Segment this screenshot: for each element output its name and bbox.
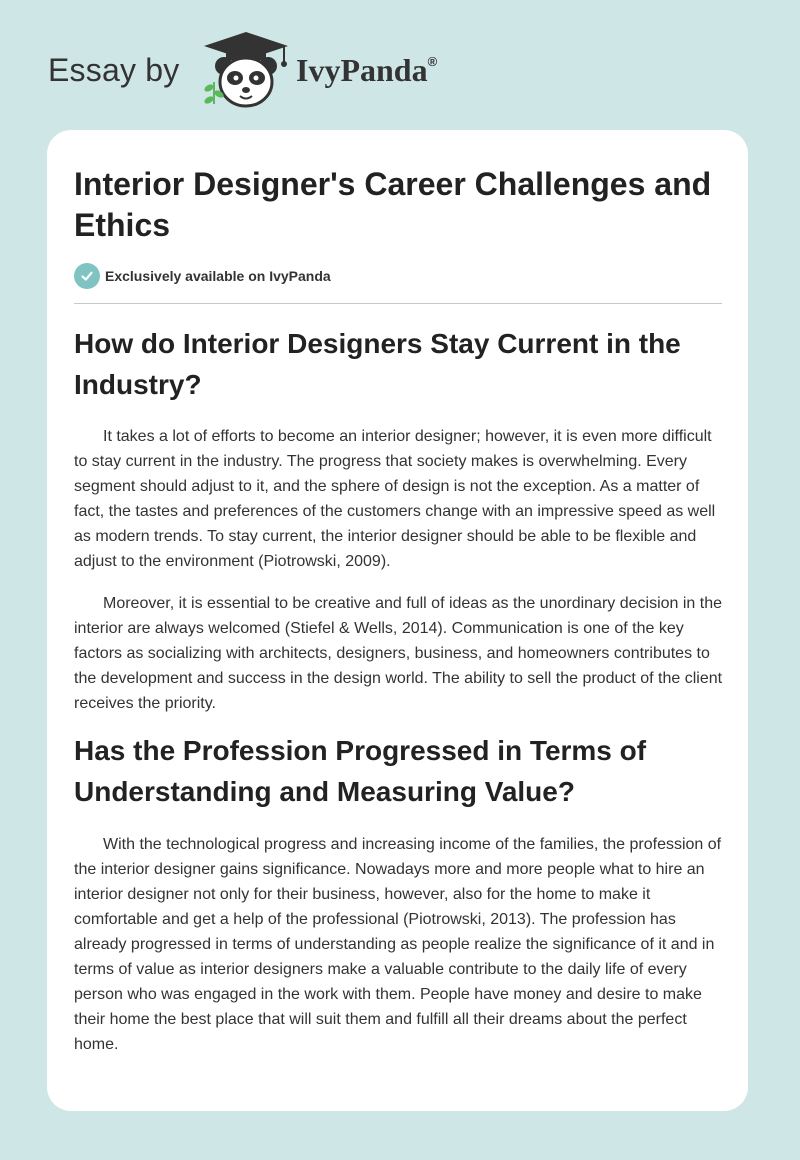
site-header	[48, 30, 468, 110]
divider	[74, 303, 722, 304]
badge-label: Exclusively available on IvyPanda	[105, 268, 331, 284]
panda-graduate-logo-icon	[200, 30, 292, 110]
section-heading: How do Interior Designers Stay Current in the Industry?	[74, 328, 681, 400]
exclusive-badge	[74, 263, 331, 289]
paragraph: With the technological progress and increasing income of the families, the profession of the interior designer gains significance. Nowadays more and more people what to hire an interior designer not only for their business, however, also for the home to make it comfortable and get a help of the professional (Piotrowski, 2013). The profession has already progressed in terms of understanding as people realize the significance of it and in terms of value as interior designers make a valuable contribute to the daily life of every person who was engaged in the work with them. People have money and desire to make their home the best place that will suit them and fulfill all their dreams about the perfect home.	[74, 836, 722, 1053]
checkmark-icon	[74, 263, 100, 289]
paragraph: Moreover, it is essential to be creative and full of ideas as the unordinary decision in the interior are always welcomed (Stiefel & Wells, 2014). Communication is one of the key factors as socializing with architects, designers, business, and homeowners contributes to the development and success in the design world. The ability to sell the product of the client receives the priority.	[74, 595, 723, 712]
section-heading: Has the Profession Progressed in Terms of Understanding and Measuring Value?	[74, 735, 647, 807]
essay-card	[47, 130, 748, 1111]
brand-name: IvyPanda®	[296, 52, 438, 88]
essay-by-label: Essay by	[48, 52, 180, 88]
paragraph: It takes a lot of efforts to become an interior designer; however, it is even more difficult to stay current in the industry. The progress that society makes is overwhelming. Every segment should adjust to it, and the sphere of design is not the exception. As a matter of fact, the tastes and preferences of the customers change with an impressive speed as well as modern trends. To stay current, the interior designer should be able to be flexible and adjust to the environment (Piotrowski, 2009).	[74, 428, 716, 570]
essay-title: Interior Designer's Career Challenges and Ethics	[74, 166, 712, 243]
